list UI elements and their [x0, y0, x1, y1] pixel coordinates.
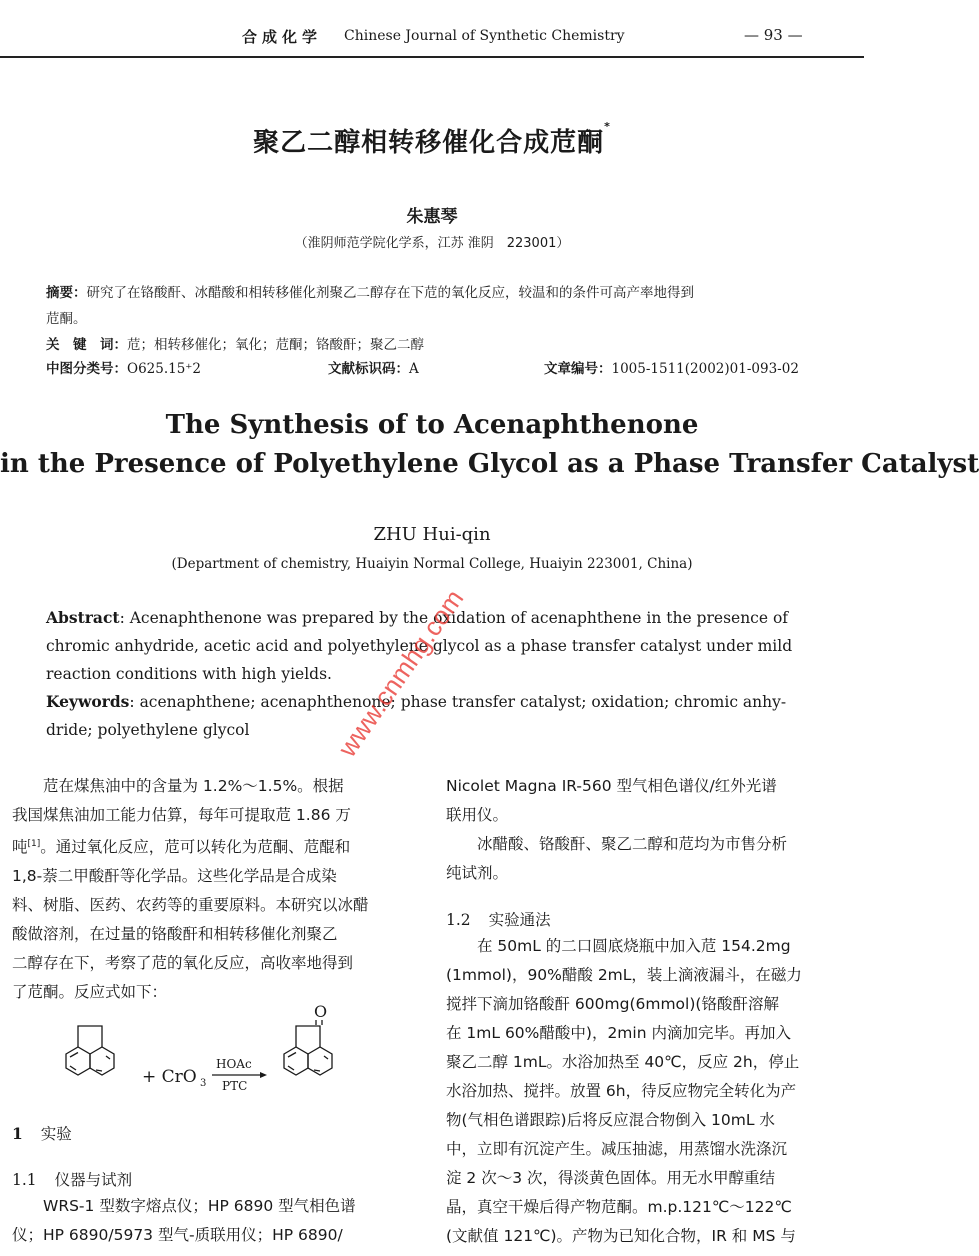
paragraph-line: 联用仪。: [446, 806, 509, 824]
paragraph-line: (文献值 121℃)。产物为已知化合物，IR 和 MS 与: [446, 1227, 796, 1245]
abstract-cn-line1: 摘要：研究了在铬酸酐、冰醋酸和相转移催化剂聚乙二醇存在下苊的氧化反应，较温和的条件可高产率地得到: [46, 285, 694, 301]
paragraph-line: 1,8-萘二甲酸酐等化学品。这些化学品是合成染: [12, 867, 337, 886]
page-number: — 93 —: [744, 26, 803, 44]
paragraph-line: 我国煤焦油加工能力估算，每年可提取苊 1.86 万: [12, 806, 351, 824]
paragraph-line: 物(气相色谱跟踪)后将反应混合物倒入 10mL 水: [446, 1111, 775, 1129]
reagent-label: [142, 1067, 206, 1089]
title-footnote-mark: *: [604, 120, 611, 133]
paragraph-line: (1mmol)，90%醋酸 2mL，装上滴液漏斗，在磁力: [446, 966, 802, 984]
paragraph-line: 料、树脂、医药、农药等的重要原料。本研究以冰醋: [12, 896, 369, 915]
abstract-en-line2: chromic anhydride, acetic acid and polyethylene glycol as a phase transfer catalyst under mild: [46, 637, 793, 655]
paragraph-line: 苊在煤焦油中的含量为 1.2%～1.5%。根据: [12, 777, 344, 795]
doc-code-label: 文献标识码：: [328, 361, 409, 377]
watermark: www.cnmhg.com: [332, 584, 470, 763]
citation-ref[interactable]: [1]: [27, 839, 41, 849]
keywords-en-line1: Keywords: acenaphthene; acenaphthenone; phase transfer catalyst; oxidation; chromic anhy-: [46, 692, 787, 711]
paragraph-line: 晶，真空干燥后得产物苊酮。m.p.121℃～122℃: [446, 1198, 792, 1216]
page-title-en-line1: The Synthesis of to Acenaphthenone: [165, 410, 699, 440]
paragraph-line: WRS-1 型数字熔点仪；HP 6890 型气相色谱: [12, 1197, 356, 1215]
left-column-intro: [12, 772, 408, 1007]
keywords-en-line2: dride; polyethylene glycol: [46, 721, 250, 739]
paragraph-line: 搅拌下滴加铬酸酐 600mg(6mmol)(铬酸酐溶解: [446, 995, 779, 1013]
paragraph-line: 淀 2 次～3 次，得淡黄色固体。用无水甲醇重结: [446, 1169, 776, 1187]
carbonyl-oxygen: O: [314, 1002, 328, 1021]
paragraph-line: 中，立即有沉淀产生。减压抽滤，用蒸馏水洗涤沉: [446, 1140, 788, 1158]
header-rule: [0, 56, 864, 58]
section-heading-1-2: 1.2 实验通法: [446, 911, 551, 929]
article-no-label: 文章编号：: [544, 361, 612, 377]
affiliation-en: (Department of chemistry, Huaiyin Normal College, Huaiyin 223001, China): [171, 556, 693, 572]
clc-label: 中图分类号：: [46, 361, 127, 377]
abstract-en-line3: reaction conditions with high yields.: [46, 665, 332, 683]
paragraph-line: 冰醋酸、铬酸酐、聚乙二醇和苊均为市售分析: [446, 835, 788, 853]
reaction-arrow: [212, 1057, 267, 1093]
keywords-en-label: Keywords: [46, 692, 130, 711]
article-no-value: 1005-1511(2002)01-093-02: [611, 361, 799, 377]
journal-name-en: Chinese Journal of Synthetic Chemistry: [344, 28, 625, 44]
left-column-instruments: [12, 1192, 408, 1250]
paragraph-line: 酸做溶剂，在过量的铬酸酐和相转移催化剂聚乙: [12, 925, 338, 944]
right-column-reagents: [446, 772, 840, 888]
clc-value: O625.15⁺2: [127, 361, 202, 377]
keywords-cn-label: 关 键 词：: [46, 337, 127, 353]
author-en: ZHU Hui-qin: [373, 524, 491, 545]
abstract-en-label: Abstract: [46, 608, 120, 627]
paragraph-line: 二醇存在下，考察了苊的氧化反应，高收率地得到: [12, 954, 354, 973]
paragraph-line: 仪；HP 6890/5973 型气-质联用仪；HP 6890/: [12, 1226, 343, 1244]
paragraph-line: 在 50mL 的二口圆底烧瓶中加入苊 154.2mg: [446, 937, 791, 955]
paragraph-line: 纯试剂。: [446, 864, 509, 882]
author-cn: 朱惠琴: [406, 207, 458, 227]
paragraph-line: 聚乙二醇 1mL。水浴加热至 40℃，反应 2h，停止: [446, 1053, 800, 1071]
paragraph-line: 了苊酮。反应式如下：: [12, 983, 168, 1002]
page-title-cn: [0, 122, 864, 159]
paragraph-line: 吨[1]。通过氧化反应，苊可以转化为苊酮、苊醌和: [12, 838, 351, 857]
reaction-scheme: [50, 1004, 370, 1096]
abstract-cn-line2: 苊酮。: [46, 311, 87, 327]
paragraph-line: Nicolet Magna IR-560 型气相色谱仪/红外光谱: [446, 777, 777, 795]
paragraph-line: 水浴加热、搅拌。放置 6h，待反应物完全转化为产: [446, 1082, 797, 1100]
section-heading-1-1: 1.1 仪器与试剂: [12, 1171, 133, 1189]
right-column-procedure: [446, 932, 840, 1251]
arrow-condition-above: HOAc: [216, 1057, 252, 1071]
acenaphthene-structure: [66, 1026, 114, 1075]
page-title-en-line2: in the Presence of Polyethylene Glycol as a Phase Transfer Catalyst: [0, 449, 979, 479]
keywords-cn: 关 键 词：苊；相转移催化；氧化；苊酮；铬酸酐；聚乙二醇: [46, 337, 424, 353]
doc-code-value: A: [409, 361, 419, 377]
paragraph-line: 在 1mL 60%醋酸中)，2min 内滴加完毕。再加入: [446, 1024, 791, 1042]
svg-text:+ CrO: + CrO: [142, 1067, 197, 1087]
journal-name-cn: 合成化学: [242, 28, 323, 46]
title-cn-text: 聚乙二醇相转移催化合成苊酮: [253, 128, 605, 158]
abstract-cn: [46, 280, 816, 358]
affiliation-cn: （淮阴师范学院化学系，江苏 淮阴 223001）: [294, 236, 570, 251]
abstract-en-line1: Abstract: Acenaphthenone was prepared by the oxidation of acenaphthene in the presence of: [46, 608, 789, 627]
abstract-cn-label: 摘要：: [46, 285, 87, 301]
svg-text:3: 3: [200, 1078, 207, 1089]
arrow-condition-below: PTC: [222, 1079, 248, 1093]
section-heading-1: 1 实验: [12, 1124, 72, 1143]
